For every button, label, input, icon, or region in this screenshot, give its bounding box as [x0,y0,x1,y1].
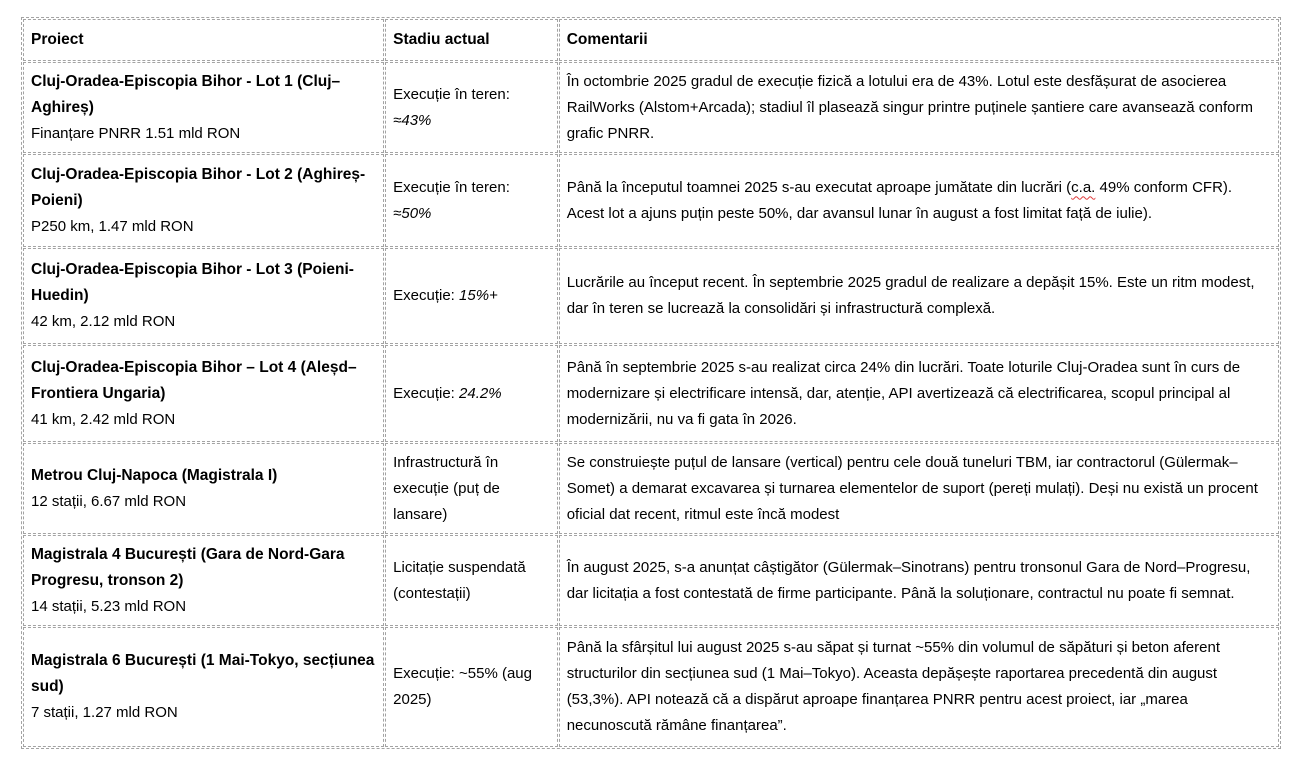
project-cell [23,154,384,247]
comments-cell [559,154,1279,247]
comments-cell [559,248,1279,344]
header-cell-comentarii: Comentarii [559,19,1279,61]
project-subtitle: 42 km, 2.12 mld RON [31,313,176,330]
table-row-lot3 [23,248,1279,344]
project-title: Cluj-Oradea-Episcopia Bihor - Lot 2 (Aghireș-Poieni) [31,165,366,209]
status-text: Execuție în teren: [393,85,510,103]
status-text: Infrastructură în execuție (puț de lansare) [393,453,500,523]
status-cell [385,443,558,534]
project-cell [23,62,384,153]
comment-text-after: 49% conform CFR). Acest lot a ajuns puțin peste 50%, dar avansul lunar în august a fost limitat față de iulie). [566,178,1233,222]
header-cell-stadiu-actual: Stadiu actual [385,19,558,61]
status-cell [385,627,558,747]
project-subtitle: Finanțare PNRR 1.51 mld RON [31,124,241,142]
status-value: 24.2% [459,384,502,402]
comments-cell [559,345,1279,442]
status-value: 15%+ [459,287,498,304]
status-value: ≈43% [393,111,432,129]
comment-misspelled-word: c.a. [1071,178,1096,196]
status-cell [385,62,558,153]
comments-cell [559,627,1279,747]
project-subtitle: P250 km, 1.47 mld RON [31,217,194,235]
comments-cell [559,443,1279,534]
comments-cell [559,62,1279,153]
table-row-lot4 [23,345,1279,442]
header-row [23,19,1279,61]
table-row-magistrala4 [23,535,1279,626]
comment-text: În august 2025, s-a anunțat câștigător (Gülermak–Sinotrans) pentru tronsonul Gara de Nord–Progresu, dar licitația a fost contestată de firme participante. Până la soluționare, contractul nu poate fi semnat. [566,558,1251,602]
project-cell [23,248,384,344]
comments-cell [559,535,1279,626]
project-title: Cluj-Oradea-Episcopia Bihor – Lot 4 (Aleșd–Frontiera Ungaria) [31,358,357,402]
project-cell [23,443,384,534]
table-row-lot1 [23,62,1279,153]
table-row-lot2 [23,154,1279,247]
status-cell [385,248,558,344]
project-subtitle: 12 stații, 6.67 mld RON [31,492,187,510]
table-row-magistrala6 [23,627,1279,747]
comment-text: Lucrările au început recent. În septembrie 2025 gradul de realizare a depășit 15%. Este un ritm modest, dar în teren se lucrează la consolidări și infrastructură complexă. [566,274,1255,317]
status-cell [385,345,558,442]
table-row-metrou-cluj [23,443,1279,534]
project-cell [23,627,384,747]
comment-text: Până la sfârșitul lui august 2025 s-au săpat și turnat ~55% din volumul de săpături și beton aferent structurilor din secțiunea sud (1 Mai–Tokyo). Aceasta depășește raportarea precedentă din august (53,3%). API notează că a dispărut aproape finanțarea PNRR pentru acest proiect, iar „marea necunoscută rămâne finanțarea”. [566,639,1221,734]
project-title: Cluj-Oradea-Episcopia Bihor - Lot 1 (Cluj–Aghireș) [31,72,341,116]
project-cell [23,345,384,442]
comment-text: Până la începutul toamnei 2025 s-au executat aproape jumătate din lucrări ( [566,178,1072,196]
project-subtitle: 7 stații, 1.27 mld RON [31,704,178,721]
header-cell-proiect: Proiect [23,19,384,61]
status-value: ≈50% [393,204,432,222]
project-subtitle: 41 km, 2.42 mld RON [31,410,176,428]
project-title: Magistrala 4 București (Gara de Nord-Gara Progresu, tronson 2) [31,545,345,589]
status-text: Execuție: [393,384,460,402]
project-title: Cluj-Oradea-Episcopia Bihor - Lot 3 (Poieni-Huedin) [31,261,354,304]
status-text: Execuție: ~55% (aug 2025) [393,665,532,708]
projects-status-table [21,17,1281,749]
status-text: Execuție: [393,287,460,304]
status-text: Execuție în teren: [393,178,510,196]
status-cell [385,535,558,626]
status-text: Licitație suspendată (contestații) [393,558,526,602]
comment-text: În octombrie 2025 gradul de execuție fizică a lotului era de 43%. Lotul este desfășurat de asocierea RailWorks (Alstom+Arcada); stadiul îl plasează singur printre puținele șantiere care avansează conform grafic PNRR. [566,72,1253,142]
project-title: Metrou Cluj-Napoca (Magistrala I) [31,466,278,484]
status-cell [385,154,558,247]
project-subtitle: 14 stații, 5.23 mld RON [31,597,187,615]
comment-text: Se construiește puțul de lansare (vertical) pentru cele două tuneluri TBM, iar contractorul (Gülermak–Somet) a demarat excavarea și turnarea elementelor de suport (pereți mulați). Deși nu există un procent oficial dat recent, ritmul este încă modest [566,453,1258,523]
comment-text: Până în septembrie 2025 s-au realizat circa 24% din lucrări. Toate loturile Cluj-Oradea sunt în curs de modernizare și electrificare intensă, dar, atenție, API avertizează că electrificarea, scopul principal al modernizării, nu va fi gata în 2026. [566,358,1241,428]
project-cell [23,535,384,626]
project-title: Magistrala 6 București (1 Mai-Tokyo, secțiunea sud) [31,652,375,695]
